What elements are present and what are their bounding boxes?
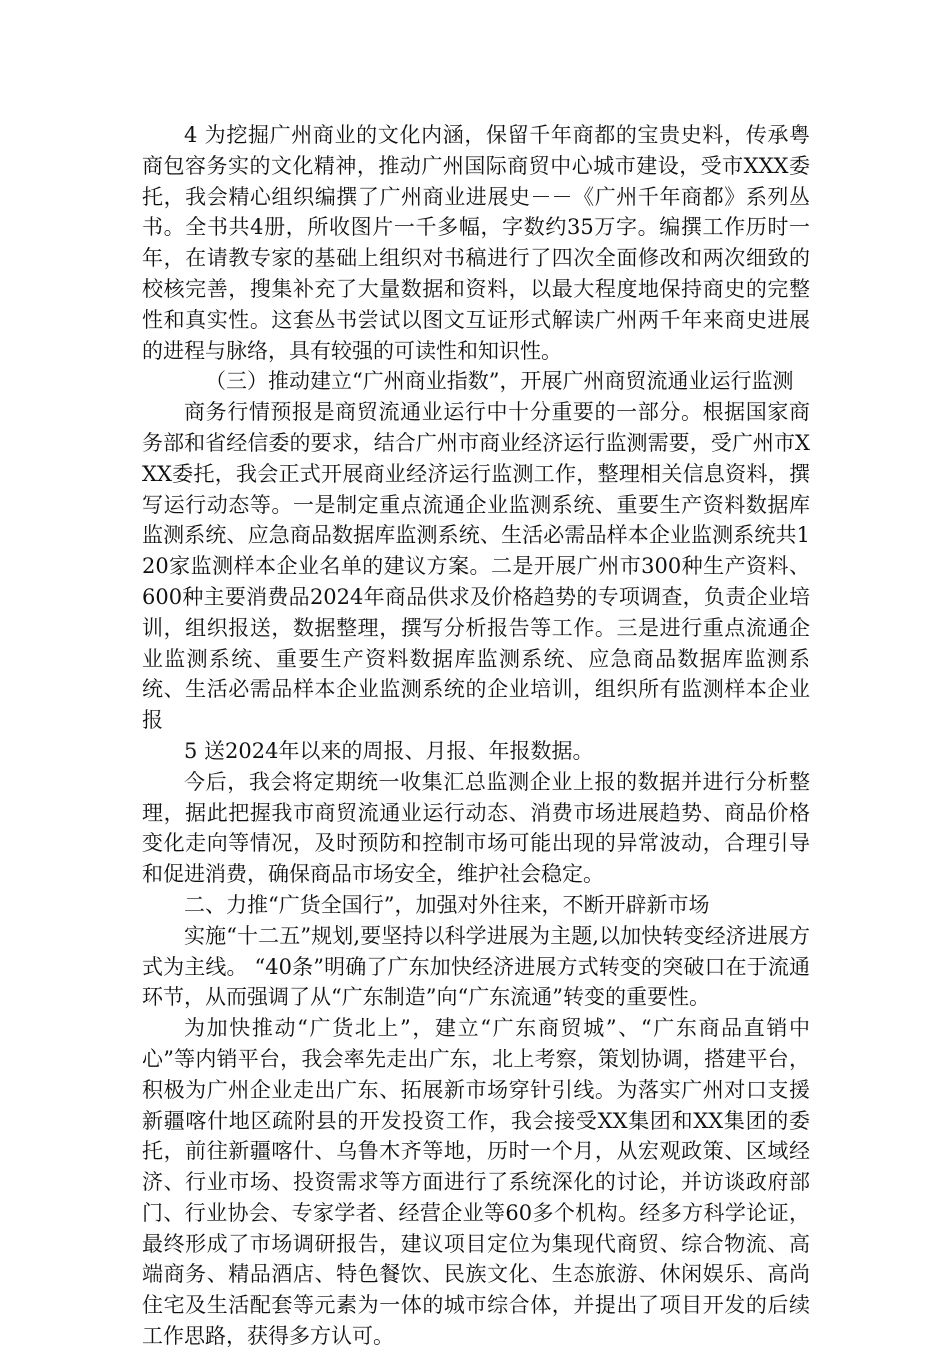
paragraph-report-data: 5 送2024年以来的周报、月报、年报数据。	[184, 738, 594, 763]
paragraph-market-forecast: 商务行情预报是商贸流通业运行中十分重要的一部分。根据国家商务部和省经信委的要求，结合广州市商业经济运行监测需要，受广州市XXX委托，我会正式开展商业经济运行监测工作，整理相关信息资料，撰写运行动态等。一是制定重点流通企业监测系统、重要生产资料数据库监测系统、应急商品数据库监测系统、生活必需品样本企业监测系统共120家监测样本企业名单的建议方案。二是开展广州市300种生产资料、600种主要消费品2024年商品供求及价格趋势的专项调查，负责企业培训，组织报送，数据整理，撰写分析报告等工作。三是进行重点流通企业监测系统、重要生产资料数据库监测系统、应急商品数据库监测系统、生活必需品样本企业监测系统的企业培训，组织所有监测样本企业报	[142, 400, 810, 733]
section-heading-commerce-index: （三）推动建立“广州商业指数”，开展广州商贸流通业运行监测	[205, 369, 794, 394]
document-body	[142, 120, 810, 1352]
paragraph-future-plan: 今后，我会将定期统一收集汇总监测企业上报的数据并进行分析整理，据此把握我市商贸流通业运行动态、消费市场进展趋势、商品价格变化走向等情况，及时预防和控制市场可能出现的异常波动，合理引导和促进消费，确保商品市场安全，维护社会稳定。	[142, 769, 810, 887]
paragraph-xinjiang-investment: 为加快推动“广货北上”，建立“广东商贸城”、“广东商品直销中心”等内销平台，我会率先走出广东，北上考察，策划协调，搭建平台，积极为广州企业走出广东、拓展新市场穿针引线。为落实广州对口支援新疆喀什地区疏附县的开发投资工作，我会接受XX集团和XX集团的委托，前往新疆喀什、乌鲁木齐等地，历时一个月，从宏观政策、区域经济、行业市场、投资需求等方面进行了系统深化的讨论，并访谈政府部门、行业协会、专家学者、经营企业等60多个机构。经多方科学论证，最终形成了市场调研报告，建议项目定位为集现代商贸、综合物流、高端商务、精品酒店、特色餐饮、民族文化、生态旅游、休闲娱乐、高尚住宅及生活配套等元素为一体的城市综合体，并提出了项目开发的后续工作思路，获得多方认可。	[142, 1016, 810, 1349]
section-heading-guangdong-goods: 二、力推“广货全国行”，加强对外往来，不断开辟新市场	[184, 892, 710, 917]
paragraph-five-year-plan: 实施“十二五”规划,要坚持以科学进展为主题,以加快转变经济进展方式为主线。 “40条”明确了广东加快经济进展方式转变的突破口在于流通环节，从而强调了从“广东制造”向“广东流通”转变的重要性。	[142, 923, 810, 1010]
paragraph-book-series: 4 为挖掘广州商业的文化内涵，保留千年商都的宝贵史料，传承粤商包容务实的文化精神，推动广州国际商贸中心城市建设，受市XXX委托，我会精心组织编撰了广州商业进展史－－《广州千年商都》系列丛书。全书共4册，所收图片一千多幅，字数约35万字。编撰工作历时一年，在请教专家的基础上组织对书稿进行了四次全面修改和两次细致的校核完善，搜集补充了大量数据和资料，以最大程度地保持商史的完整性和真实性。这套丛书尝试以图文互证形式解读广州两千年来商史进展的进程与脉络，具有较强的可读性和知识性。	[142, 123, 810, 363]
